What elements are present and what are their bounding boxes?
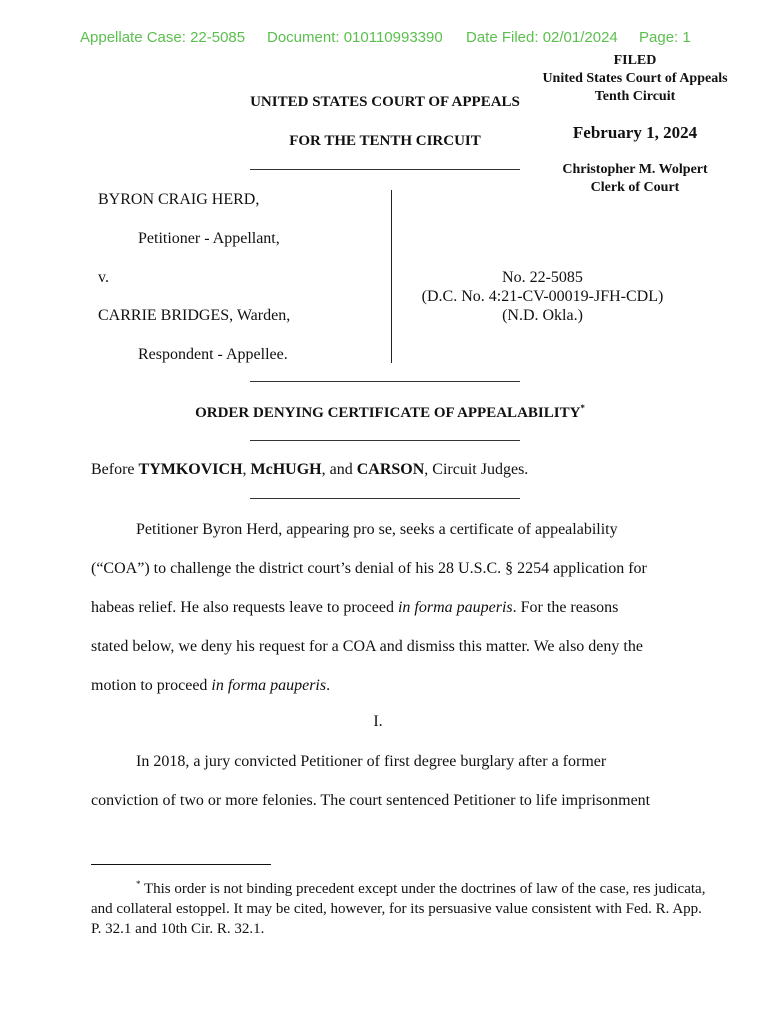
paragraph-1 [91,510,691,705]
panel-line [91,461,528,479]
paragraph-2-line-1: In 2018, a jury convicted Petitioner of first degree burglary after a former [136,753,607,770]
section-heading: I. [373,713,383,730]
petitioner-name: BYRON CRAIG HERD, [98,191,260,208]
panel-suffix: , Circuit Judges. [424,461,529,478]
italic-text: in forma pauperis [397,599,513,616]
district-court: (N.D. Okla.) [502,307,583,324]
paragraph-1-line-2: (“COA”) to challenge the district court’s denial of his 28 U.S.C. § 2254 application for [91,560,647,577]
text-run: . For the reasons [512,599,619,616]
petitioner-role: Petitioner - Appellant, [138,230,280,247]
clerk-name: Christopher M. Wolpert [562,162,708,177]
judge-carson: CARSON [356,461,425,478]
filed-court: United States Court of Appeals [542,71,728,86]
caption-divider [391,190,392,363]
italic-text: in forma pauperis [211,677,327,694]
divider [250,440,520,441]
panel-prefix: Before [91,461,139,478]
paragraph-1-line-1: Petitioner Byron Herd, appearing pro se, seeks a certificate of appealability [136,521,618,538]
footnote [91,874,711,939]
order-title-footnote-mark: * [580,403,585,413]
respondent-name: CARRIE BRIDGES, Warden, [98,307,291,324]
header-page: Page: 1 [639,29,691,46]
clerk-title: Clerk of Court [590,180,680,195]
order-title-text: ORDER DENYING CERTIFICATE OF APPEALABILITY [195,405,581,421]
divider [250,381,520,382]
paragraph-1-line-5 [91,666,691,705]
district-case-number: (D.C. No. 4:21-CV-00019-JFH-CDL) [421,288,664,305]
footnote-mark: * [136,879,141,889]
versus: v. [98,269,109,286]
paragraph-1-line-3 [91,588,691,627]
panel-separator: , [242,461,251,478]
header-date-filed: Date Filed: 02/01/2024 [466,29,618,46]
court-title-line1: UNITED STATES COURT OF APPEALS [250,94,520,110]
order-title [120,403,660,422]
respondent-role: Respondent - Appellee. [138,346,288,363]
text-run: . [326,677,331,694]
divider [250,169,520,170]
filed-stamp [510,52,760,197]
filed-circuit: Tenth Circuit [594,89,676,104]
footnote-rule [91,864,271,865]
footnote-text: This order is not binding precedent except under the doctrines of law of the case, res judicata, and collateral estoppel. It may be cited, however, for its persuasive value consistent with Fed. R. App. P. 32.1 and 10th Cir. R. 32.1. [91,881,706,937]
paragraph-2-line-2: conviction of two or more felonies. The court sentenced Petitioner to life imprisonment [91,792,651,809]
court-title-line2: FOR THE TENTH CIRCUIT [289,133,481,149]
header-document: Document: 010110993390 [267,29,443,46]
filed-label: FILED [613,53,657,68]
paragraph-1-line-4: stated below, we deny his request for a COA and dismiss this matter. We also deny the [91,638,643,655]
text-run: motion to proceed [91,677,212,694]
divider [250,498,520,499]
paragraph-2 [91,742,691,820]
judge-tymkovich: TYMKOVICH [138,461,243,478]
panel-separator: , and [321,461,357,478]
text-run: habeas relief. He also requests leave to proceed [91,599,398,616]
filed-date: February 1, 2024 [572,123,698,142]
header-case: Appellate Case: 22-5085 [80,29,246,46]
judge-mchugh: McHUGH [250,461,322,478]
case-number: No. 22-5085 [502,269,583,286]
